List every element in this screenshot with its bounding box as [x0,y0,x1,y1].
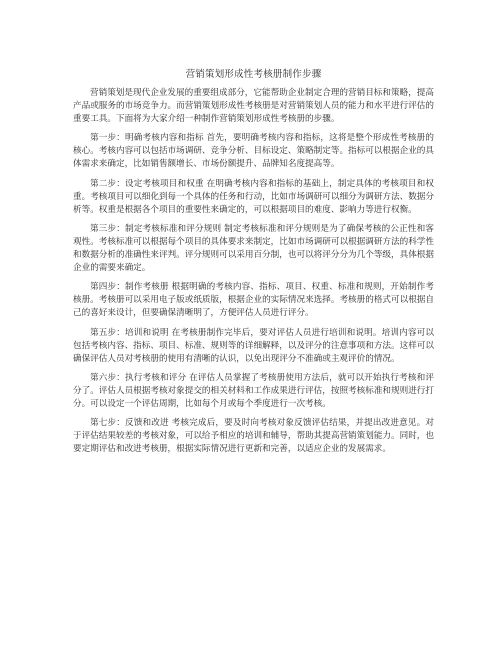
document-title: 营销策划形成性考核册制作步骤 [185,69,322,80]
intro-paragraph: 营销策划是现代企业发展的重要组成部分，它能帮助企业制定合理的营销目标和策略，提高产品或服务的市场竞争力。而营销策划形成性考核册是对营销策划人员的能力和水平进行评估的重要工具。下面将为大家介绍一种制作营销策划形成性考核册的步骤。 [73,88,434,125]
step-6-paragraph: 第六步：执行考核和评分 在评估人员掌握了考核册使用方法后，就可以开始执行考核和评分了。评估人员根据考核对象提交的相关材料和工作成果进行评估，按照考核标准和规则进行打分。可以设定一个评估周期，比如每个月或每个季度进行一次考核。 [73,372,434,409]
step-4-paragraph: 第四步：制作考核册 根据明确的考核内容、指标、项目、权重、标准和规则，开始制作考核册。考核册可以采用电子版或纸质版，根据企业的实际情况来选择。考核册的格式可以根据自己的喜好来设计，但要确保清晰明了，方便评估人员进行评分。 [73,282,434,319]
step-2-paragraph: 第二步：设定考核项目和权重 在明确考核内容和指标的基础上，制定具体的考核项目和权重。考核项目可以细化到每一个具体的任务和行动，比如市场调研可以细分为调研方法、数据分析等。权重是根据各个项目的重要性来确定的，可以根据项目的难度、影响力等进行权衡。 [73,178,434,215]
step-1-paragraph: 第一步：明确考核内容和指标 首先，要明确考核内容和指标，这将是整个形成性考核册的核心。考核内容可以包括市场调研、竞争分析、目标设定、策略制定等。指标可以根据企业的具体需求来确定，比如销售额增长、市场份额提升、品牌知名度提高等。 [73,133,434,170]
step-3-paragraph: 第三步：制定考核标准和评分规则 制定考核标准和评分规则是为了确保考核的公正性和客观性。考核标准可以根据每个项目的具体要求来制定，比如市场调研可以根据调研方法的科学性和数据分析的准确性来评判。评分规则可以采用百分制，也可以将评分分为几个等级，具体根据企业的需要来确定。 [73,223,434,274]
step-5-paragraph: 第五步：培训和说明 在考核册制作完毕后，要对评估人员进行培训和说明。培训内容可以包括考核内容、指标、项目、标准、规则等的详细解释，以及评分的注意事项和方法。这样可以确保评估人员对考核册的使用有清晰的认识，以免出现评分不准确或主观评价的情况。 [73,327,434,364]
step-7-paragraph: 第七步：反馈和改进 考核完成后，要及时向考核对象反馈评估结果，并提出改进意见。对于评估结果较差的考核对象，可以给予相应的培训和辅导，帮助其提高营销策划能力。同时，也要定期评估和改进考核册，根据实际情况进行更新和完善，以适应企业的发展需求。 [73,418,434,455]
